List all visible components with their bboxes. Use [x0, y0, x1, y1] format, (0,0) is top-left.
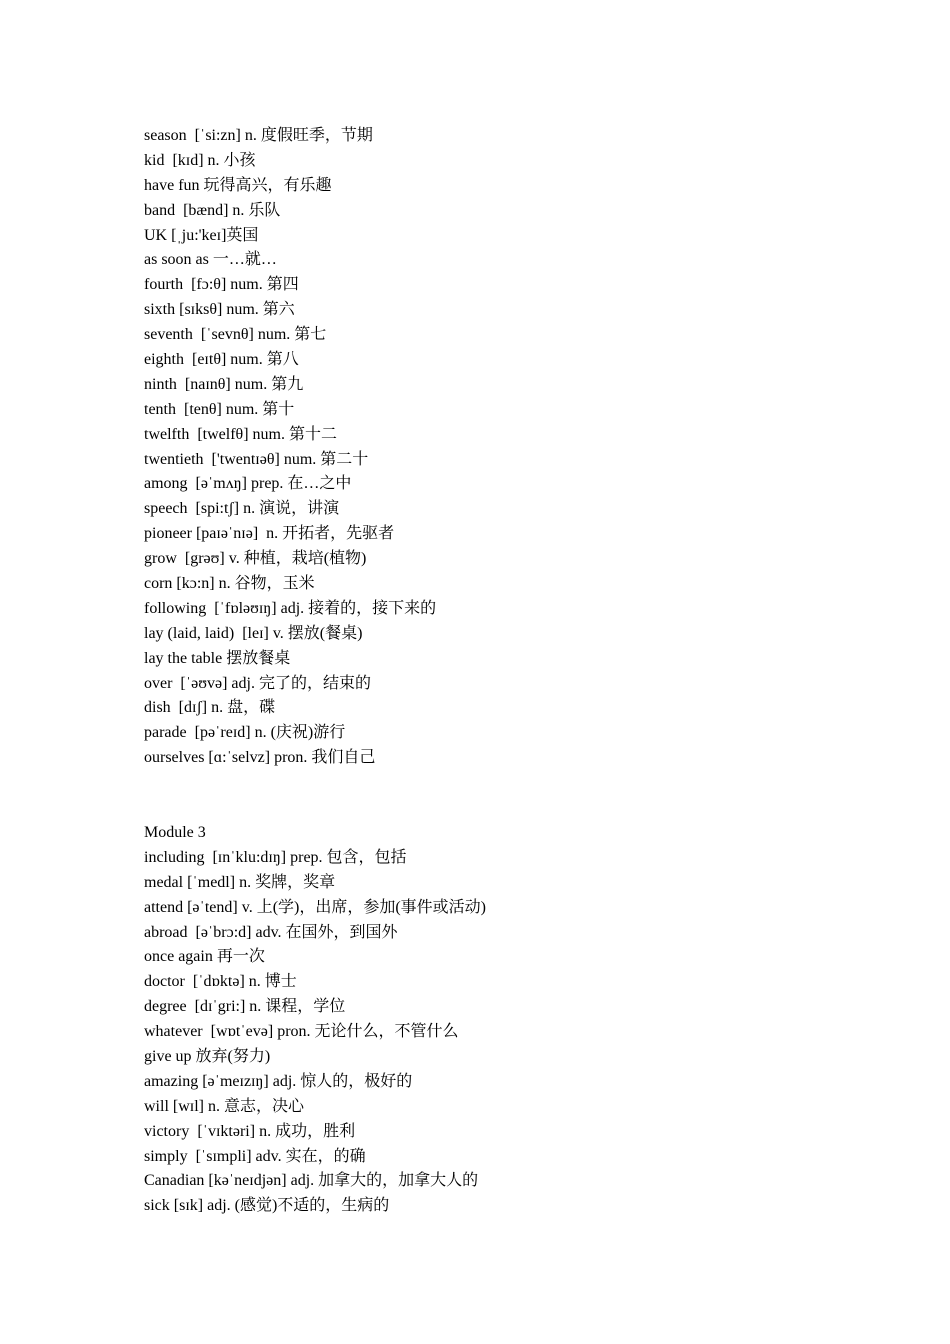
vocab-entry: whatever [wɒtˈevə] pron. 无论什么，不管什么 — [144, 1023, 459, 1041]
vocab-entry: doctor [ˈdɒktə] n. 博士 — [144, 973, 297, 991]
vocab-entry: corn [kɔ:n] n. 谷物，玉米 — [144, 575, 315, 593]
vocab-entry: twentieth ['twentɪəθ] num. 第二十 — [144, 450, 369, 468]
vocab-entry: simply [ˈsɪmpli] adv. 实在，的确 — [144, 1147, 366, 1165]
vocab-entry: fourth [fɔ:θ] num. 第四 — [144, 276, 299, 294]
vocab-entry: ninth [naɪnθ] num. 第九 — [144, 375, 304, 393]
vocab-entry: ourselves [ɑ:ˈselvz] pron. 我们自己 — [144, 749, 376, 767]
vocab-entry: tenth [tenθ] num. 第十 — [144, 400, 295, 418]
vocab-entry: including [ɪnˈklu:dɪŋ] prep. 包含，包括 — [144, 848, 407, 866]
vocab-entry: victory [ˈvɪktəri] n. 成功，胜利 — [144, 1122, 356, 1140]
vocab-entry: among [əˈmʌŋ] prep. 在…之中 — [144, 475, 352, 493]
vocab-entry: grow [grəʊ] v. 种植，栽培(植物) — [144, 550, 367, 568]
vocab-entry: have fun 玩得高兴，有乐趣 — [144, 176, 332, 194]
vocab-entry: season [ˈsi:zn] n. 度假旺季，节期 — [144, 127, 373, 144]
vocab-entry: pioneer [paɪəˈnɪə] n. 开拓者，先驱者 — [144, 525, 395, 543]
vocab-entry: band [bænd] n. 乐队 — [144, 201, 281, 219]
module-heading: Module 3 — [144, 824, 206, 841]
vocab-entry: sick [sɪk] adj. (感觉)不适的，生病的 — [144, 1197, 390, 1215]
vocab-entry: twelfth [twelfθ] num. 第十二 — [144, 425, 337, 443]
vocab-entry: lay (laid, laid) [leɪ] v. 摆放(餐桌) — [144, 624, 363, 642]
vocab-entry: eighth [eɪtθ] num. 第八 — [144, 351, 299, 369]
vocab-entry: following [ˈfɒləʊɪŋ] adj. 接着的，接下来的 — [144, 599, 437, 617]
vocab-entry: will [wɪl] n. 意志，决心 — [144, 1097, 304, 1115]
vocab-entry: abroad [əˈbrɔ:d] adv. 在国外，到国外 — [144, 923, 398, 941]
vocab-entry: amazing [əˈmeɪzɪŋ] adj. 惊人的，极好的 — [144, 1072, 413, 1090]
vocab-entry: as soon as 一…就… — [144, 251, 277, 269]
vocab-entry: attend [əˈtend] v. 上(学)，出席，参加(事件或活动) — [144, 898, 487, 916]
vocab-entry: kid [kɪd] n. 小孩 — [144, 151, 256, 169]
vocab-entry: dish [dɪʃ] n. 盘，碟 — [144, 699, 276, 717]
vocabulary-list-1 — [144, 124, 864, 771]
vocab-entry: lay the table 摆放餐桌 — [144, 649, 291, 667]
vocab-entry: over [ˈəʊvə] adj. 完了的，结束的 — [144, 674, 371, 692]
vocab-entry: parade [pəˈreɪd] n. (庆祝)游行 — [144, 724, 346, 742]
vocab-entry: give up 放弃(努力) — [144, 1048, 271, 1066]
vocab-entry: seventh [ˈsevnθ] num. 第七 — [144, 326, 327, 344]
vocab-entry: sixth [sɪksθ] num. 第六 — [144, 301, 295, 319]
vocab-entry: UK [ˌju:'keɪ]英国 — [144, 226, 259, 244]
vocab-entry: medal [ˈmedl] n. 奖牌，奖章 — [144, 873, 336, 891]
vocab-entry: once again 再一次 — [144, 948, 265, 966]
vocab-entry: Canadian [kəˈneɪdjən] adj. 加拿大的，加拿大人的 — [144, 1172, 479, 1190]
vocab-entry: speech [spi:tʃ] n. 演说，讲演 — [144, 500, 340, 518]
vocab-entry: degree [dɪˈgri:] n. 课程，学位 — [144, 998, 346, 1016]
vocabulary-list-2 — [144, 821, 864, 1219]
